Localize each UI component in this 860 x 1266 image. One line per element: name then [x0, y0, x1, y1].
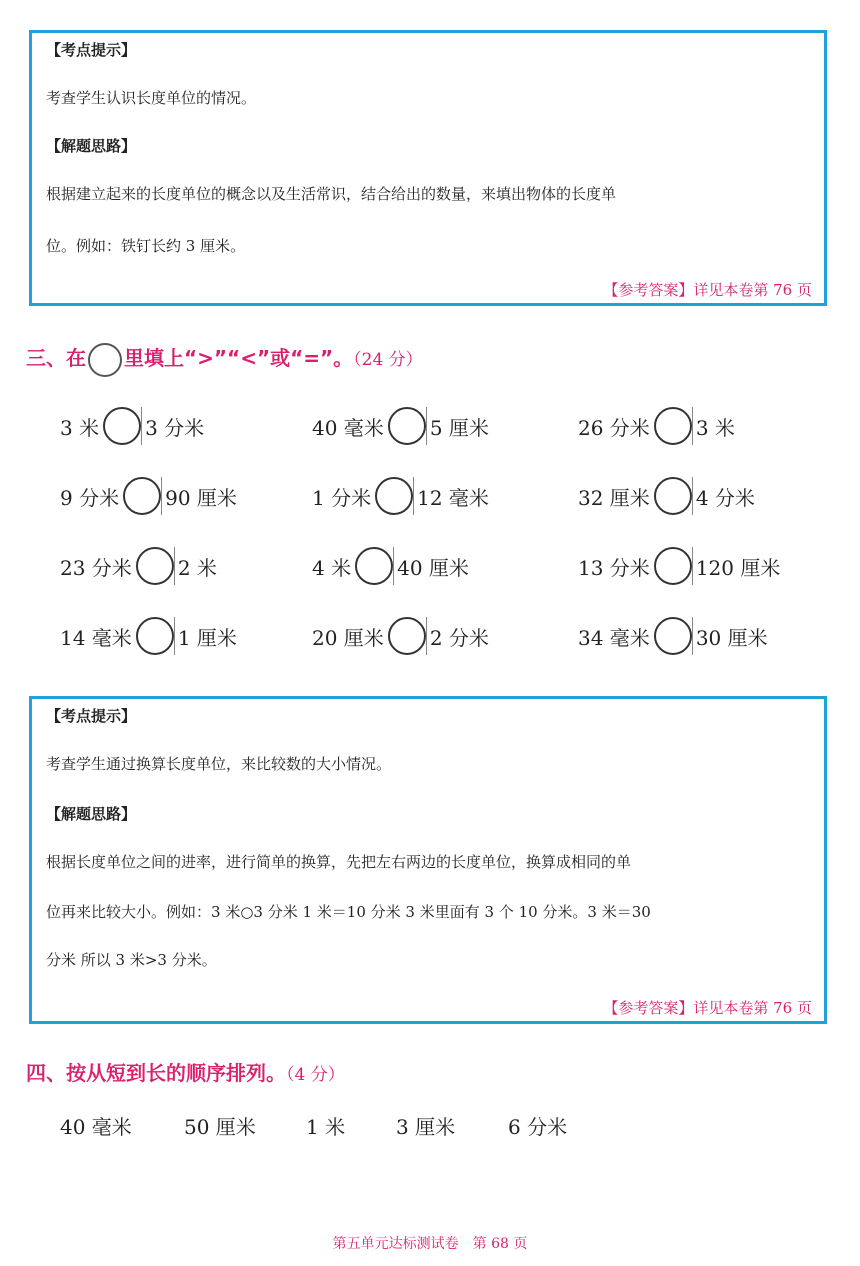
hint-title: 【考点提示】 [46, 707, 137, 725]
section-4-title [26, 1057, 345, 1086]
length-item: 50 厘米 [184, 1115, 256, 1139]
hint-text: 考查学生认识长度单位的情况。 [46, 89, 257, 107]
idea-line: 根据建立起来的长度单位的概念以及生活常识，结合给出的数量，来填出物体的长度单 [46, 185, 617, 203]
divider-mark [692, 407, 693, 445]
divider-mark [426, 407, 427, 445]
circle-icon [88, 343, 122, 377]
comparison-item [60, 407, 204, 445]
divider-mark [692, 617, 693, 655]
divider-mark [161, 477, 162, 515]
section-3-title [26, 342, 423, 377]
left-quantity: 23 分米 [60, 555, 132, 580]
comparison-item [578, 407, 735, 445]
comparison-item [312, 407, 489, 445]
comparison-item [312, 477, 489, 515]
divider-mark [141, 407, 142, 445]
section-title-prefix: 三、在 [26, 346, 86, 370]
right-quantity: 4 分米 [695, 485, 755, 510]
left-quantity: 34 毫米 [578, 625, 650, 650]
hint-text: 考查学生通过换算长度单位，来比较数的大小情况。 [46, 755, 392, 773]
comparison-item [312, 617, 489, 655]
right-quantity: 2 分米 [429, 625, 489, 650]
right-quantity: 40 厘米 [397, 555, 469, 580]
left-quantity: 14 毫米 [60, 625, 132, 650]
length-item: 3 厘米 [396, 1115, 456, 1139]
divider-mark [413, 477, 414, 515]
divider-mark [174, 547, 175, 585]
idea-title: 【解题思路】 [46, 137, 137, 155]
left-quantity: 3 米 [60, 415, 100, 440]
right-quantity: 3 分米 [145, 415, 205, 440]
hint-box-1 [29, 30, 827, 306]
right-quantity: 12 毫米 [417, 485, 489, 510]
answer-circle[interactable] [654, 407, 692, 445]
answer-circle[interactable] [355, 547, 393, 585]
divider-mark [692, 477, 693, 515]
page-footer: 第五单元达标测试卷 第 68 页 [332, 1236, 528, 1252]
left-quantity: 40 毫米 [312, 415, 384, 440]
hint-title: 【考点提示】 [46, 41, 137, 59]
idea-title: 【解题思路】 [46, 805, 137, 823]
right-quantity: 30 厘米 [695, 625, 768, 650]
right-quantity: 2 米 [177, 555, 217, 580]
divider-mark [692, 547, 693, 585]
section-points: （4 分） [286, 1065, 345, 1085]
comparison-item [578, 617, 768, 655]
left-quantity: 20 厘米 [312, 625, 384, 650]
reference-answer [603, 279, 812, 300]
answer-circle[interactable] [136, 617, 174, 655]
right-quantity: 1 厘米 [177, 625, 237, 650]
comparison-item [60, 477, 237, 515]
hint-box-2 [29, 696, 827, 1024]
answer-circle[interactable] [654, 547, 692, 585]
length-item: 1 米 [306, 1115, 346, 1139]
left-quantity: 9 分米 [60, 485, 120, 510]
comparison-item [578, 477, 755, 515]
left-quantity: 26 分米 [578, 415, 650, 440]
comparison-item [60, 547, 217, 585]
idea-line: 位。例如：铁钉长约 3 厘米。 [46, 237, 246, 255]
comparison-item [312, 547, 469, 585]
idea-line: 分米 所以 3 米>3 分米。 [46, 951, 217, 969]
reference-text: 详见本卷第 76 页 [693, 999, 812, 1017]
divider-mark [426, 617, 427, 655]
divider-mark [393, 547, 394, 585]
answer-circle[interactable] [388, 617, 426, 655]
comparison-item [60, 617, 237, 655]
reference-bracket: 【参考答案】 [603, 281, 694, 299]
right-quantity: 3 米 [695, 415, 735, 440]
answer-circle[interactable] [654, 617, 692, 655]
right-quantity: 5 厘米 [429, 415, 489, 440]
answer-circle[interactable] [103, 407, 141, 445]
reference-answer [603, 997, 812, 1018]
section-title-suffix: 里填上“>”“<”或“=”。 [124, 346, 354, 370]
left-quantity: 32 厘米 [578, 485, 650, 510]
section-title-text: 四、按从短到长的顺序排列。 [26, 1061, 286, 1085]
left-quantity: 13 分米 [578, 555, 650, 580]
reference-text: 详见本卷第 76 页 [693, 281, 812, 299]
comparison-item [578, 547, 780, 585]
left-quantity: 1 分米 [312, 485, 372, 510]
answer-circle[interactable] [123, 477, 161, 515]
answer-circle[interactable] [654, 477, 692, 515]
answer-circle[interactable] [388, 407, 426, 445]
reference-bracket: 【参考答案】 [603, 999, 694, 1017]
answer-circle[interactable] [136, 547, 174, 585]
idea-line: 根据长度单位之间的进率，进行简单的换算，先把左右两边的长度单位，换算成相同的单 [46, 853, 632, 871]
left-quantity: 4 米 [312, 555, 352, 580]
divider-mark [174, 617, 175, 655]
answer-circle[interactable] [375, 477, 413, 515]
length-item: 40 毫米 [60, 1115, 132, 1139]
right-quantity: 90 厘米 [165, 485, 237, 510]
section-points: （24 分） [353, 350, 423, 370]
length-item: 6 分米 [508, 1115, 568, 1139]
idea-line: 位再来比较大小。例如：3 米○3 分米 1 米＝10 分米 3 米里面有 3 个 10 分米。3 米＝30 [46, 903, 651, 921]
right-quantity: 120 厘米 [695, 555, 781, 580]
